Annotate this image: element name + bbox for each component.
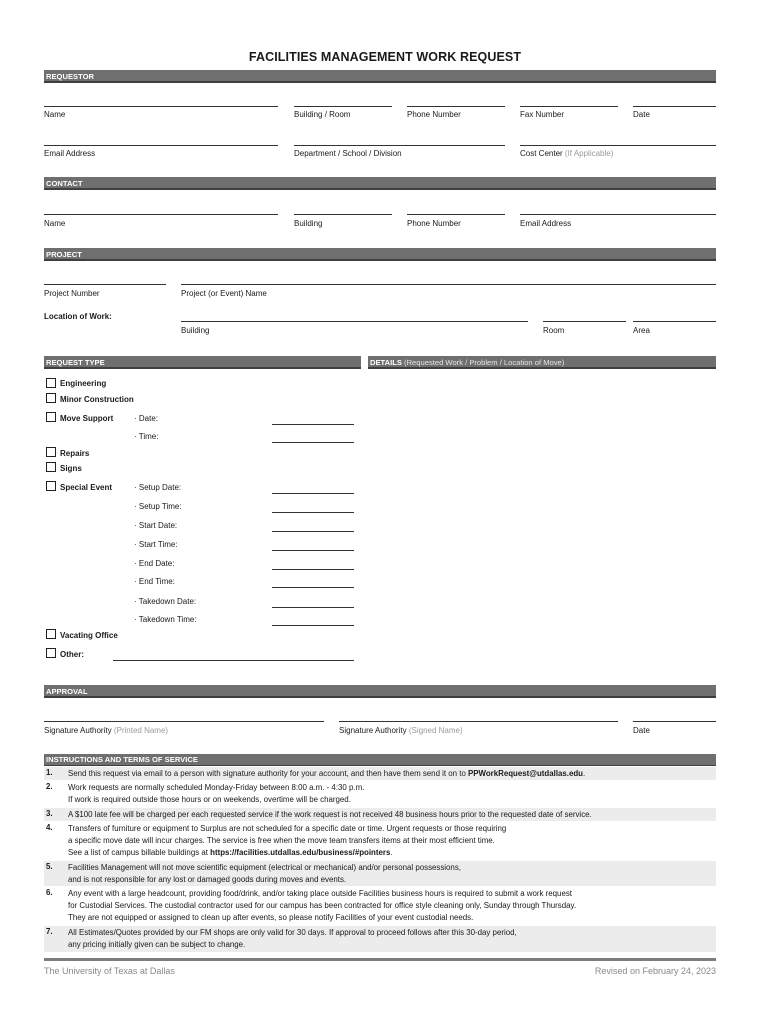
signature-signed-label: Signature Authority (Signed Name) <box>339 726 463 735</box>
requestor-date-field[interactable] <box>633 106 716 107</box>
other-label: Other: <box>60 650 84 659</box>
move-date-label: · Date: <box>134 414 159 423</box>
requestor-building-room-label: Building / Room <box>294 110 351 119</box>
end-date-field[interactable] <box>272 569 354 570</box>
minor-construction-label: Minor Construction <box>60 395 134 404</box>
start-date-field[interactable] <box>272 531 354 532</box>
takedown-date-label: · Takedown Date: <box>134 597 197 606</box>
requestor-email-field[interactable] <box>44 145 278 146</box>
location-room-field[interactable] <box>543 321 626 322</box>
approval-section-header: APPROVAL <box>44 685 716 698</box>
signs-label: Signs <box>60 464 82 473</box>
special-event-checkbox[interactable] <box>46 481 56 491</box>
instruction-item-7: 7. All Estimates/Quotes provided by our FM shops are only valid for 30 days. If approval to proceed follows after this 30-day period, any pricing initially given can be subject to change. <box>44 926 716 952</box>
contact-section-header: CONTACT <box>44 177 716 190</box>
footer-revision-date: Revised on February 24, 2023 <box>594 966 716 976</box>
approval-date-label: Date <box>633 726 650 735</box>
signature-printed-field[interactable] <box>44 721 324 722</box>
end-time-label: · End Time: <box>134 577 175 586</box>
signature-signed-field[interactable] <box>339 721 618 722</box>
instruction-item-4: 4. Transfers of furniture or equipment to Surplus are not scheduled for a specific date or time. Urgent requests or those requiring a specific move date will incur charges. The service is free when the move team transfers items at their most efficient time. See a list of campus billable buildings at https://facilities.utdallas.edu/business/#pointers. <box>46 823 507 857</box>
move-support-label: Move Support <box>60 414 114 423</box>
instruction-item-1: 1. Send this request via email to a person with signature authority for your account, and then have them send it on to PPWorkRequest@utdallas.edu. <box>44 767 716 780</box>
special-event-label: Special Event <box>60 483 113 492</box>
instruction-item-3: 3. A $100 late fee will be charged per each requested service if the work request is not received 48 business hours prior to the requested date of service. <box>44 808 716 821</box>
requestor-cost-center-label: Cost Center (If Applicable) <box>520 149 614 158</box>
repairs-checkbox[interactable] <box>46 447 56 457</box>
contact-email-label: Email Address <box>520 219 572 228</box>
billable-buildings-link[interactable]: https://facilities.utdallas.edu/business/#pointers <box>210 848 391 857</box>
location-area-label: Area <box>633 326 650 335</box>
setup-date-label: · Setup Date: <box>134 483 182 492</box>
setup-time-field[interactable] <box>272 512 354 513</box>
other-field[interactable] <box>113 660 354 661</box>
takedown-time-label: · Takedown Time: <box>134 615 197 624</box>
details-textarea[interactable] <box>368 372 716 672</box>
move-support-checkbox[interactable] <box>46 412 56 422</box>
requestor-phone-label: Phone Number <box>407 110 461 119</box>
instructions-section-header: INSTRUCTIONS AND TERMS OF SERVICE <box>44 754 716 766</box>
project-number-label: Project Number <box>44 289 100 298</box>
request-type-section-header: REQUEST TYPE <box>44 356 361 369</box>
requestor-date-label: Date <box>633 110 650 119</box>
details-section-header: DETAILS (Requested Work / Problem / Location of Move) <box>368 356 716 369</box>
contact-phone-label: Phone Number <box>407 219 461 228</box>
instruction-item-6: 6. Any event with a large headcount, providing food/drink, and/or taking place outside Facilities business hours is required to submit a work request for Custodial Services. The custodial contractor used for our campus has been contracted for office style cleaning only, Sunday through Thursday. They are not equipped or assigned to clean up after events, so please notify Facilities of your event custodial needs. <box>46 888 577 922</box>
start-time-label: · Start Time: <box>134 540 178 549</box>
repairs-label: Repairs <box>60 449 90 458</box>
approval-date-field[interactable] <box>633 721 716 722</box>
start-date-label: · Start Date: <box>134 521 178 530</box>
requestor-name-label: Name <box>44 110 66 119</box>
contact-name-label: Name <box>44 219 66 228</box>
workrequest-email-link[interactable]: PPWorkRequest@utdallas.edu <box>468 769 584 778</box>
requestor-phone-field[interactable] <box>407 106 505 107</box>
move-time-label: · Time: <box>134 432 159 441</box>
setup-date-field[interactable] <box>272 493 354 494</box>
end-date-label: · End Date: <box>134 559 175 568</box>
takedown-time-field[interactable] <box>272 625 354 626</box>
instruction-item-2: 2. Work requests are normally scheduled Monday-Friday between 8:00 a.m. - 4:30 p.m. If work is required outside those hours or on weekends, overtime will be charged. <box>46 782 365 804</box>
vacating-office-label: Vacating Office <box>60 631 118 640</box>
requestor-fax-label: Fax Number <box>520 110 565 119</box>
contact-email-field[interactable] <box>520 214 716 215</box>
minor-construction-checkbox[interactable] <box>46 393 56 403</box>
footer-divider <box>44 958 716 961</box>
project-name-label: Project (or Event) Name <box>181 289 267 298</box>
requestor-cost-center-field[interactable] <box>520 145 716 146</box>
footer-university: The University of Texas at Dallas <box>44 966 175 976</box>
end-time-field[interactable] <box>272 587 354 588</box>
other-checkbox[interactable] <box>46 648 56 658</box>
move-time-field[interactable] <box>272 442 354 443</box>
project-section-header: PROJECT <box>44 248 716 261</box>
contact-phone-field[interactable] <box>407 214 505 215</box>
requestor-section-header: REQUESTOR <box>44 70 716 83</box>
location-area-field[interactable] <box>633 321 716 322</box>
engineering-label: Engineering <box>60 379 107 388</box>
requestor-department-label: Department / School / Division <box>294 149 402 158</box>
project-number-field[interactable] <box>44 284 166 285</box>
location-building-label: Building <box>181 326 210 335</box>
location-building-field[interactable] <box>181 321 528 322</box>
location-room-label: Room <box>543 326 565 335</box>
vacating-office-checkbox[interactable] <box>46 629 56 639</box>
signs-checkbox[interactable] <box>46 462 56 472</box>
move-date-field[interactable] <box>272 424 354 425</box>
page-title: FACILITIES MANAGEMENT WORK REQUEST <box>248 50 522 64</box>
setup-time-label: · Setup Time: <box>134 502 182 511</box>
contact-building-field[interactable] <box>294 214 392 215</box>
takedown-date-field[interactable] <box>272 607 354 608</box>
requestor-fax-field[interactable] <box>520 106 618 107</box>
contact-name-field[interactable] <box>44 214 278 215</box>
requestor-name-field[interactable] <box>44 106 278 107</box>
signature-printed-label: Signature Authority (Printed Name) <box>44 726 169 735</box>
contact-building-label: Building <box>294 219 323 228</box>
requestor-department-field[interactable] <box>294 145 505 146</box>
requestor-email-label: Email Address <box>44 149 96 158</box>
project-name-field[interactable] <box>181 284 716 285</box>
instruction-item-5: 5. Facilities Management will not move scientific equipment (electrical or mechanical) and/or personal possessions, and is not responsible for any lost or damaged goods during moves and events. <box>44 861 716 886</box>
requestor-building-room-field[interactable] <box>294 106 392 107</box>
start-time-field[interactable] <box>272 550 354 551</box>
location-of-work-label: Location of Work: <box>44 312 112 321</box>
engineering-checkbox[interactable] <box>46 378 56 388</box>
